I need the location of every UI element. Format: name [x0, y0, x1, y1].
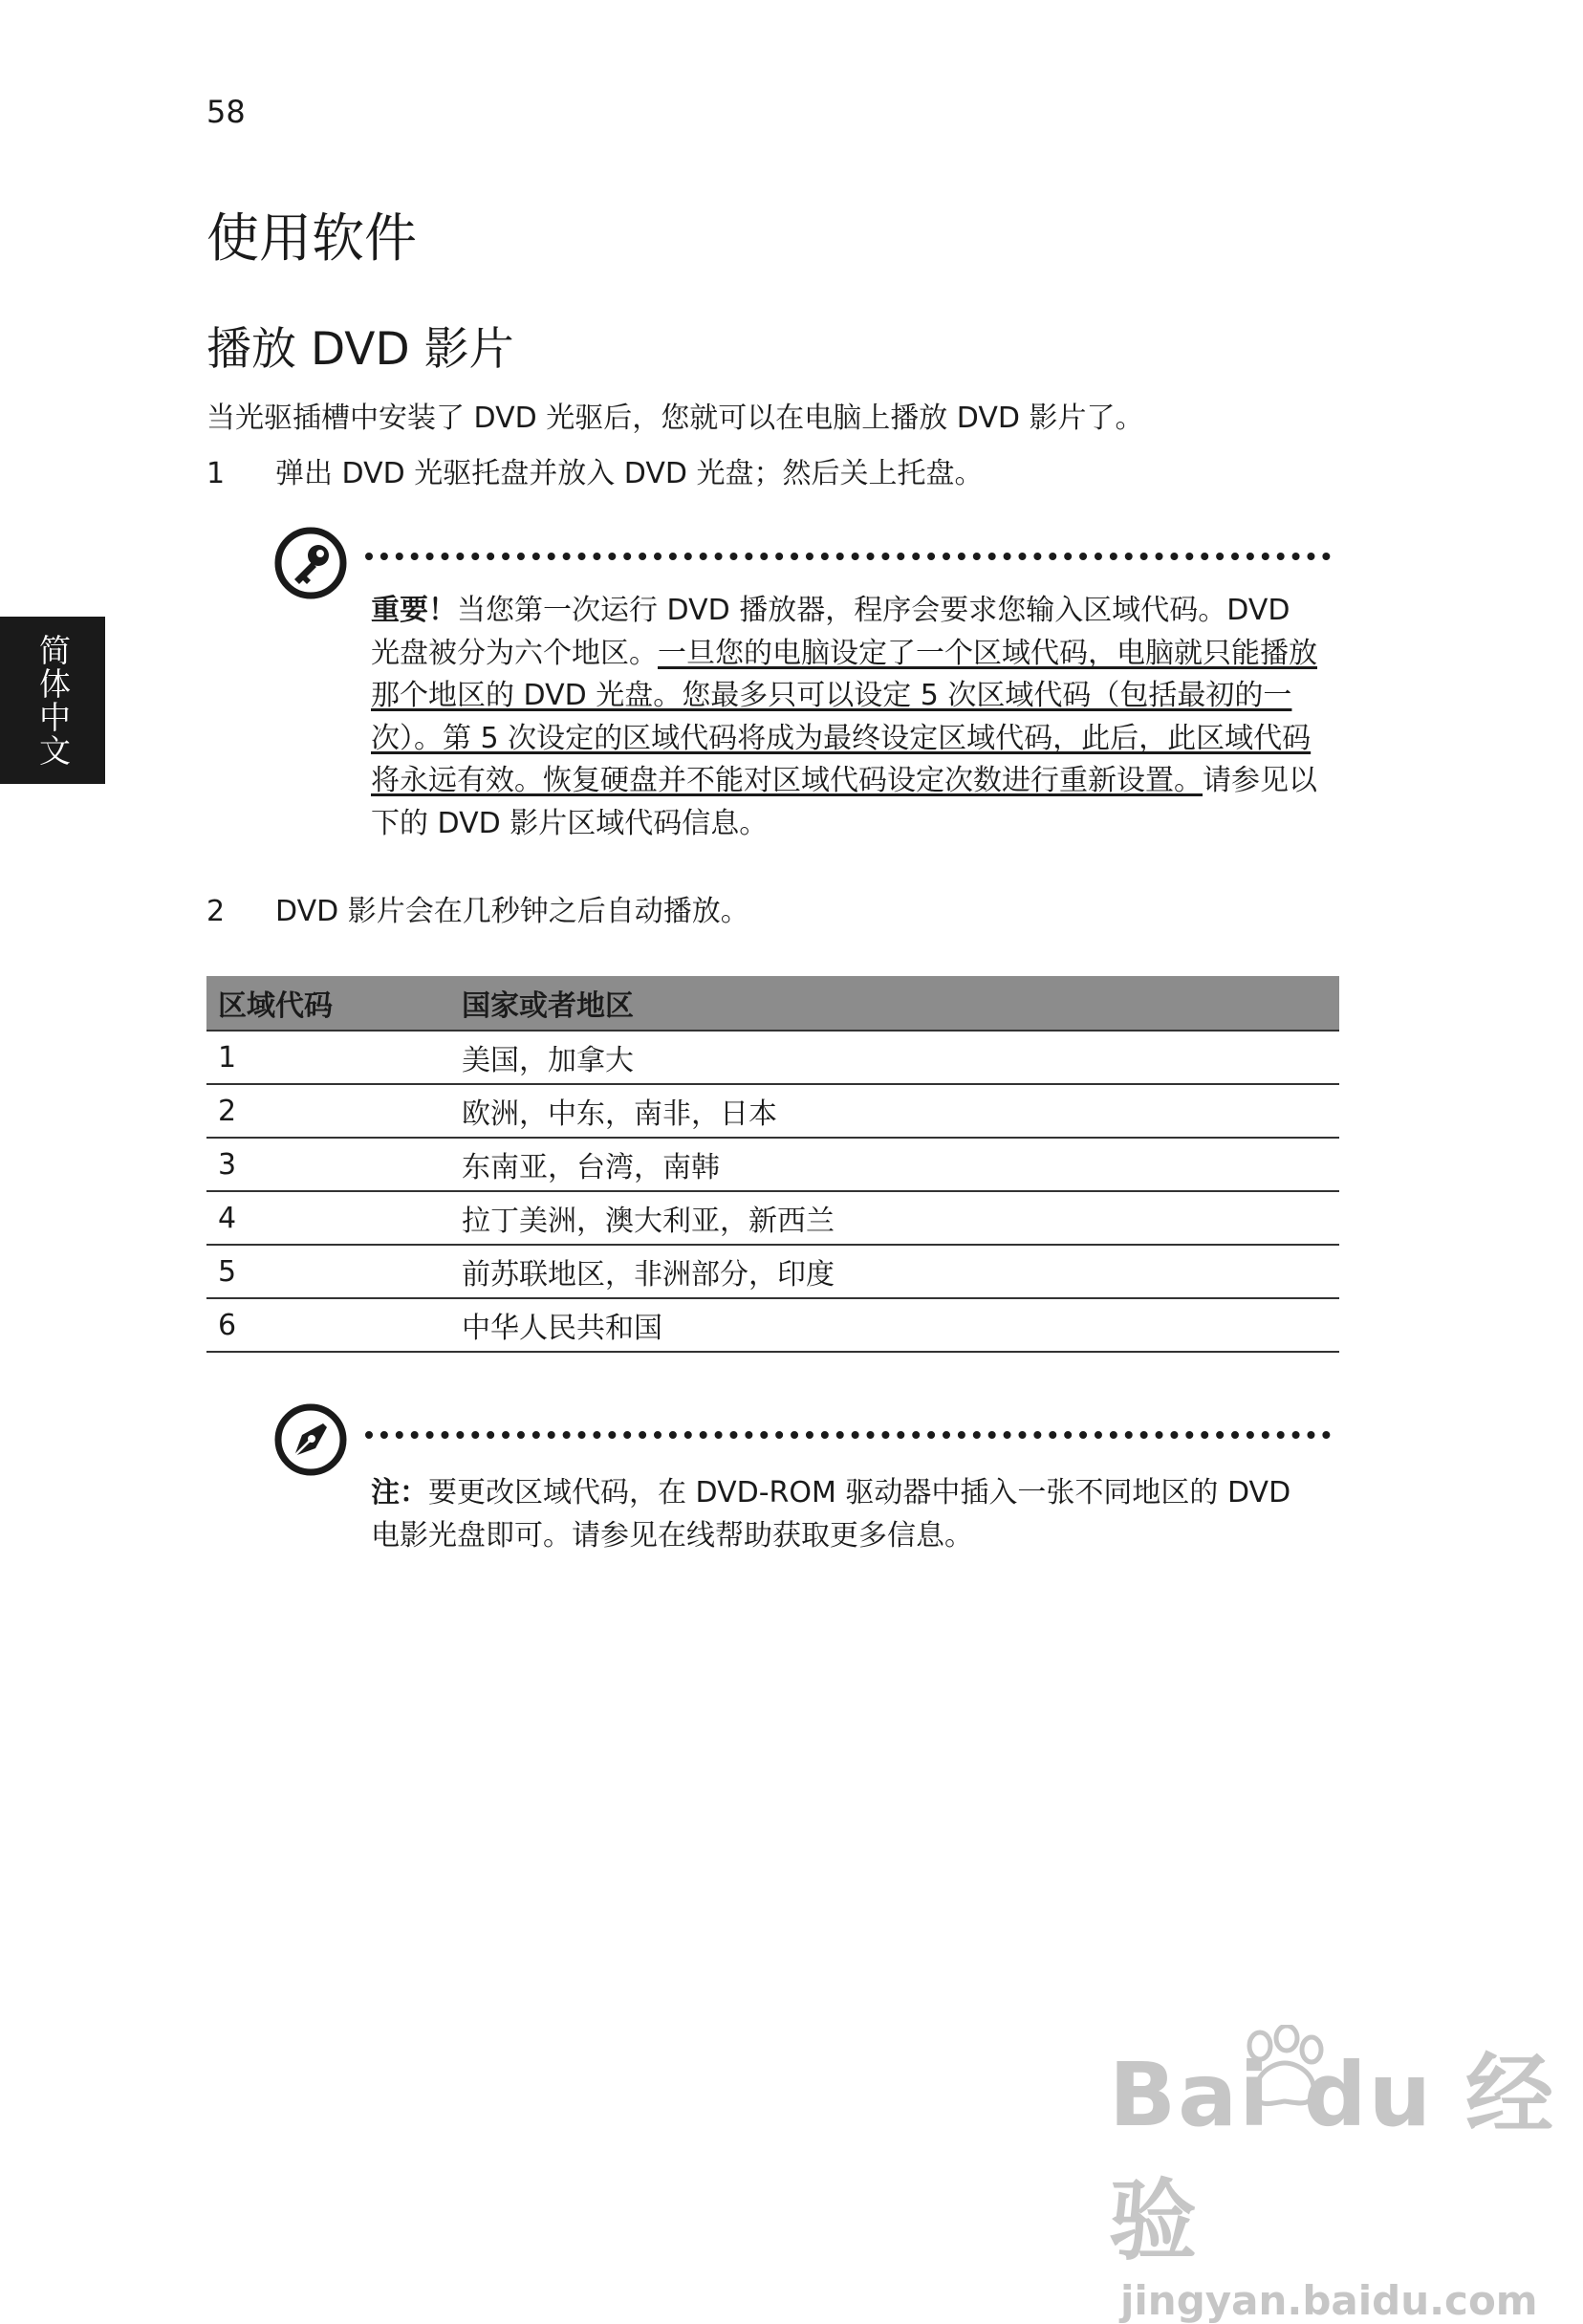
step-2-text: DVD 影片会在几秒钟之后自动播放。 [275, 895, 749, 928]
header-country: 国家或者地区 [450, 976, 1339, 1031]
watermark [1109, 2025, 1583, 2324]
region-code-table [206, 976, 1339, 1353]
country-cell: 前苏联地区，非洲部分，印度 [450, 1245, 1339, 1298]
language-side-tab [0, 617, 105, 784]
region-code-cell: 5 [206, 1245, 450, 1298]
country-cell: 东南亚，台湾，南韩 [450, 1138, 1339, 1191]
table-row [206, 1031, 1339, 1084]
note-text: 要更改区域代码，在 DVD-ROM 驱动器中插入一张不同地区的 DVD 电影光盘即可。请参见在线帮助获取更多信息。 [371, 1476, 1291, 1553]
country-cell: 美国，加拿大 [450, 1031, 1339, 1084]
table-row [206, 1084, 1339, 1138]
table-row [206, 1191, 1339, 1245]
page-number: 58 [206, 94, 246, 130]
key-icon [273, 526, 348, 600]
important-text-underlined: 一旦您的电脑设定了一个区域代码，电脑就只能播放那个地区的 DVD 光盘。您最多只可以设定 5 次区域代码（包括最初的一次）。第 5 次设定的区域代码将成为最终设定区域代码，此后，此区域代码将永远有效。恢复硬盘并不能对区域代码设定次数进行重新设置。 [371, 636, 1317, 797]
note-callout [371, 1472, 1327, 1557]
region-code-cell: 4 [206, 1191, 450, 1245]
country-cell: 中华人民共和国 [450, 1298, 1339, 1352]
pen-nib-icon [273, 1402, 348, 1477]
table-row [206, 1298, 1339, 1352]
table-header-row [206, 976, 1339, 1031]
watermark-url: jingyan.baidu.com [1120, 2277, 1538, 2324]
table-row [206, 1245, 1339, 1298]
region-code-cell: 6 [206, 1298, 450, 1352]
watermark-logo: Bai du 经验 [1109, 2044, 1556, 2272]
region-code-cell: 2 [206, 1084, 450, 1138]
page-title: 使用软件 [206, 207, 418, 269]
region-code-cell: 3 [206, 1138, 450, 1191]
step-2-number: 2 [206, 895, 226, 928]
note-label: 注： [371, 1476, 428, 1510]
important-callout [371, 590, 1327, 845]
country-cell: 欧洲，中东，南非，日本 [450, 1084, 1339, 1138]
important-text-1: 当您第一次运行 DVD 播放器，程序会要求您输入区域代码。DVD 光盘被分为六个地区。 [371, 594, 1290, 670]
intro-paragraph: 当光驱插槽中安装了 DVD 光驱后，您就可以在电脑上播放 DVD 影片了。 [206, 402, 1144, 435]
region-code-cell: 1 [206, 1031, 450, 1084]
important-text-2: 请参见以下的 DVD 影片区域代码信息。 [371, 764, 1317, 840]
step-1-number: 1 [206, 457, 226, 490]
note-divider [365, 1431, 1331, 1439]
important-label: 重要！ [371, 594, 457, 627]
side-tab-label: 简体中文 [34, 633, 72, 768]
header-region-code: 区域代码 [206, 976, 450, 1031]
important-divider [365, 553, 1331, 560]
table-row [206, 1138, 1339, 1191]
step-1-text: 弹出 DVD 光驱托盘并放入 DVD 光盘；然后关上托盘。 [275, 457, 984, 490]
country-cell: 拉丁美洲，澳大利亚，新西兰 [450, 1191, 1339, 1245]
section-title: 播放 DVD 影片 [206, 323, 514, 376]
